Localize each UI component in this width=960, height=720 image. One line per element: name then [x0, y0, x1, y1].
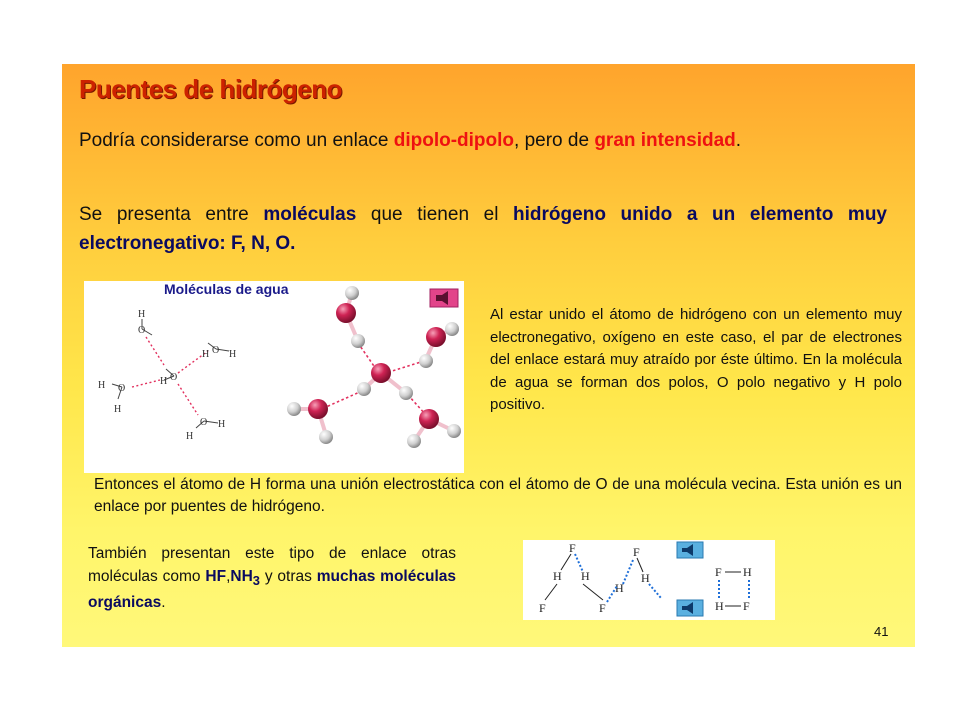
- text: Se presenta entre: [79, 204, 264, 225]
- hf-label-h: H: [553, 569, 562, 583]
- water-label-o: O: [200, 417, 208, 428]
- water-caption: Moléculas de agua: [164, 281, 289, 297]
- text: También presentan este tipo de enlace otras moléculas como: [88, 545, 456, 585]
- hf-label-f: F: [743, 599, 750, 613]
- hf-chain-image: [523, 540, 775, 620]
- highlight-intensity: gran intensidad: [594, 130, 736, 151]
- speaker-icon[interactable]: [677, 600, 703, 616]
- hf-label-f: F: [715, 565, 722, 579]
- explanation-text: Al estar unido el átomo de hidrógeno con un elemento muy electronegativo, oxígeno en este caso, el par de electrones del enlace estará muy atraído por éste último. En la molécula de agua se forman dos polos, O polo negativo y H polo positivo.: [490, 306, 902, 413]
- hf-chain-diagram: [523, 540, 775, 620]
- hf-label-f: F: [569, 541, 576, 555]
- water-label-o: O: [138, 325, 146, 336]
- page-number: 41: [874, 624, 889, 639]
- water-label-o: O: [118, 383, 126, 394]
- water-label-h: H: [160, 376, 168, 387]
- highlight-organic: muchas moléculas orgánicas: [88, 567, 456, 612]
- water-label-h: H: [186, 431, 194, 442]
- speaker-icon[interactable]: [430, 289, 458, 307]
- highlight-molecules: moléculas: [263, 204, 357, 225]
- water-molecules-diagram: [84, 281, 464, 473]
- text: , pero de: [514, 130, 595, 151]
- hf-label-h: H: [641, 571, 650, 585]
- paragraph-dipole: [79, 126, 887, 155]
- highlight-nh: NH: [230, 567, 253, 585]
- text: Podría considerarse como un enlace: [79, 130, 394, 151]
- text: y otras: [259, 567, 317, 585]
- text: que tienen el: [356, 204, 514, 225]
- water-label-o: O: [170, 372, 178, 383]
- highlight-dipole: dipolo-dipolo: [393, 130, 515, 151]
- paragraph-molecules: [79, 200, 887, 258]
- hf-label-f: F: [539, 601, 546, 615]
- slide-title: Puentes de hidrógeno: [79, 74, 343, 104]
- text: .: [161, 594, 166, 612]
- water-label-h: H: [114, 404, 122, 415]
- highlight-hf: HF: [205, 567, 227, 585]
- hf-label-h: H: [615, 581, 624, 595]
- speaker-icon[interactable]: [677, 542, 703, 558]
- water-label-h: H: [138, 309, 146, 320]
- highlight-hydrogen-bonded: hidrógeno unido a un elemento muy electronegativo: F, N, O.: [79, 204, 887, 254]
- water-label-h: H: [202, 349, 210, 360]
- hf-label-f: F: [633, 545, 640, 559]
- hf-label-h: H: [743, 565, 752, 579]
- text: .: [735, 130, 742, 151]
- hf-label-h: H: [715, 599, 724, 613]
- water-molecules-image: [84, 281, 464, 473]
- conclusion-text: Entonces el átomo de H forma una unión electrostática con el átomo de O de una molécula vecina. Esta unión es un enlace por puentes de hidrógeno.: [94, 476, 902, 515]
- water-label-h: H: [218, 419, 226, 430]
- water-label-h: H: [229, 349, 237, 360]
- text: ,: [226, 567, 231, 585]
- slide: [62, 64, 915, 647]
- hf-label-f: F: [599, 601, 606, 615]
- other-molecules-text: [88, 543, 456, 615]
- water-label-o: O: [212, 345, 220, 356]
- water-label-h: H: [98, 380, 106, 391]
- subscript: 3: [252, 572, 260, 588]
- hf-label-h: H: [581, 569, 590, 583]
